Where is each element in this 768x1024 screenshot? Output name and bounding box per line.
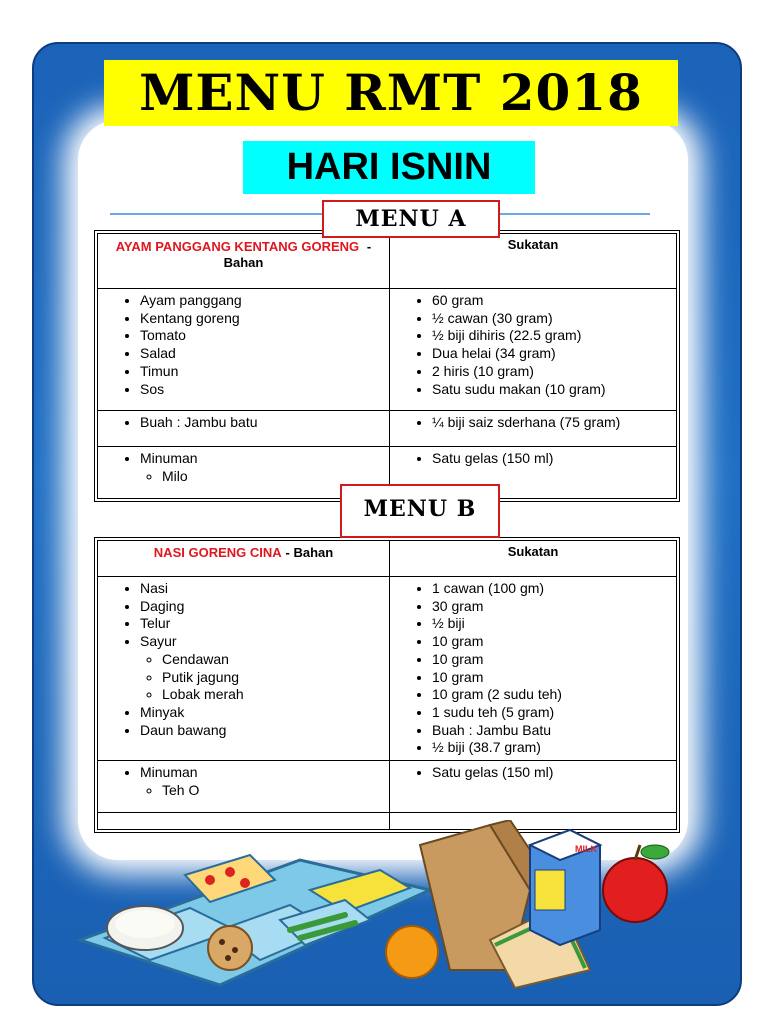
list-item: • Kentang goreng	[140, 310, 383, 328]
list-item: • Sos	[140, 381, 383, 399]
list-item: • ¼ biji saiz sderhana (75 gram)	[432, 414, 670, 432]
table-row	[98, 411, 677, 447]
list-item: • Salad	[140, 345, 383, 363]
dish-name: AYAM PANGGANG KENTANG GORENG	[115, 239, 360, 254]
sukatan-header: Sukatan	[390, 541, 677, 577]
list-item: • Minyak	[140, 704, 383, 722]
list-item: • Timun	[140, 363, 383, 381]
lunch-illustration	[70, 820, 690, 990]
list-item	[140, 450, 383, 485]
list-item: • Dua helai (34 gram)	[432, 345, 670, 363]
list-item: • Nasi	[140, 580, 383, 598]
list-item: • 1 sudu teh (5 gram)	[432, 704, 670, 722]
list-item: ◦ Cendawan	[162, 651, 383, 669]
list-item: • Sayur ◦ Cendawan ◦ Putik jagung ◦ Lobak merah	[140, 633, 383, 704]
day-heading: HARI ISNIN	[243, 141, 535, 194]
list-item: • Satu gelas (150 ml)	[432, 450, 670, 468]
list-item: • 10 gram	[432, 651, 670, 669]
list-item: • 10 gram	[432, 669, 670, 687]
menu-b-label: MENU B	[340, 484, 500, 538]
table-row	[98, 289, 677, 411]
list-item: ◦ Milo	[162, 468, 383, 486]
milk-label: MILK	[575, 844, 597, 854]
apple-icon	[603, 845, 669, 922]
orange-icon	[386, 926, 438, 978]
list-item: ◦ Teh O	[162, 782, 383, 800]
table-row	[98, 577, 677, 761]
ingredient-list	[104, 292, 383, 398]
ingredient-list	[104, 580, 383, 739]
list-item: • ½ biji (38.7 gram)	[432, 739, 670, 757]
menu-a-table	[97, 233, 677, 499]
milk-carton-icon	[530, 830, 600, 945]
drink-label: Minuman	[140, 450, 198, 466]
dish-name: NASI GORENG CINA	[153, 545, 282, 560]
drink-label: Minuman	[140, 764, 198, 781]
list-item: • Daun bawang	[140, 722, 383, 740]
list-item: • Telur	[140, 615, 383, 633]
sukatan-header: Sukatan	[390, 234, 677, 289]
menu-b-table	[97, 540, 677, 830]
list-item	[140, 764, 383, 799]
bahan-label: - Bahan	[285, 545, 334, 560]
list-item: • 60 gram	[432, 292, 670, 310]
measure-list	[396, 292, 670, 398]
menu-a-label: MENU A	[322, 200, 500, 238]
list-item: • Satu gelas (150 ml)	[432, 764, 670, 782]
list-item: • Buah : Jambu Batu	[432, 722, 670, 740]
list-item: • 1 cawan (100 gm)	[432, 580, 670, 598]
list-item: • 10 gram	[432, 633, 670, 651]
list-item: • Daging	[140, 598, 383, 616]
bahan-label: - Bahan	[223, 239, 372, 270]
table-row	[98, 234, 677, 289]
list-item: • 30 gram	[432, 598, 670, 616]
table-row	[98, 761, 677, 813]
list-item: • ½ biji	[432, 615, 670, 633]
list-item: • Ayam panggang	[140, 292, 383, 310]
list-item: ◦ Lobak merah	[162, 686, 383, 704]
list-item: • Tomato	[140, 327, 383, 345]
list-item: • 10 gram (2 sudu teh)	[432, 686, 670, 704]
table-row	[98, 541, 677, 577]
list-item: • Buah : Jambu batu	[140, 414, 383, 432]
measure-list	[396, 580, 670, 757]
list-item: • ½ biji dihiris (22.5 gram)	[432, 327, 670, 345]
page-title: MENU RMT 2018	[104, 60, 678, 126]
list-item: ◦ Putik jagung	[162, 669, 383, 687]
list-item: • Satu sudu makan (10 gram)	[432, 381, 670, 399]
list-item: • 2 hiris (10 gram)	[432, 363, 670, 381]
list-item: • ½ cawan (30 gram)	[432, 310, 670, 328]
lunch-tray-icon	[80, 855, 430, 985]
